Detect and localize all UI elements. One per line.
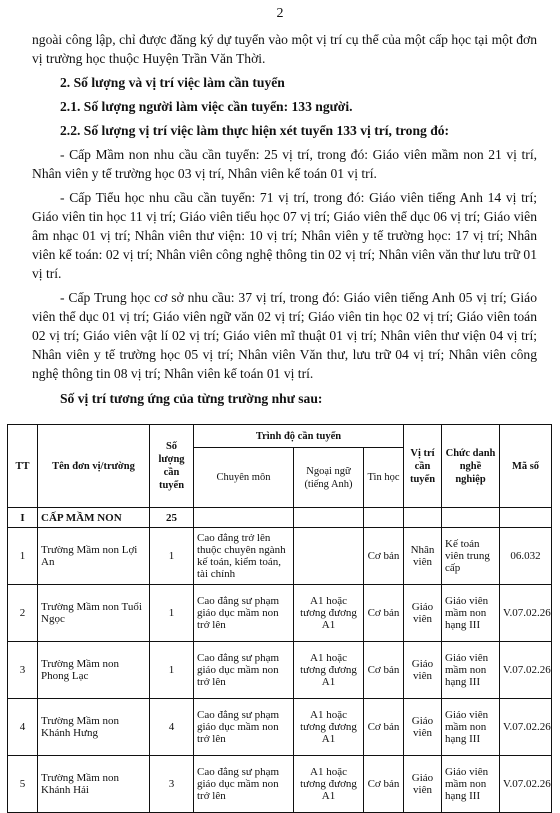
cell-tt: 3 [8, 642, 38, 699]
cell-it: Cơ bản [364, 699, 404, 756]
group-row [8, 508, 552, 528]
heading-2-1: 2.1. Số lượng người làm việc cần tuyển: 133 người. [60, 99, 353, 114]
cell-title: Giáo viên mầm non hạng III [442, 642, 500, 699]
cell-major: Cao đẳng sư phạm giáo dục mầm non trở lên [194, 585, 294, 642]
cell-qty: 1 [150, 528, 194, 585]
cell-qty: 3 [150, 756, 194, 813]
cell-unit: Trường Mầm non Khánh Hưng [38, 699, 150, 756]
cell-code: V.07.02.26 [500, 642, 552, 699]
table-row [8, 642, 552, 699]
header-tt: TT [8, 425, 38, 508]
cell-unit: Trường Mầm non Lợi An [38, 528, 150, 585]
cell-title: Kế toán viên trung cấp [442, 528, 500, 585]
cell-code: 06.032 [500, 528, 552, 585]
cell-qty: 1 [150, 642, 194, 699]
cell-position: Giáo viên [404, 756, 442, 813]
cell-unit: Trường Mầm non Khánh Hải [38, 756, 150, 813]
cell-code: V.07.02.26 [500, 699, 552, 756]
cell-lang [294, 528, 364, 585]
cell-it: Cơ bản [364, 642, 404, 699]
cell-title: Giáo viên mầm non hạng III [442, 756, 500, 813]
paragraph-thcs: - Cấp Trung học cơ sở nhu cầu: 37 vị trí, trong đó: Giáo viên tiếng Anh 05 vị trí; Giáo viên thể dục 01 vị trí; Giáo viên ngữ văn 02 vị trí; Giáo viên tin học 02 vị trí; Giáo viên toán 02 vị trí; Giáo viên vật lí 02 vị trí; Giáo viên mĩ thuật 01 vị trí; Nhân viên thư viện 04 vị trí; Nhân viên y tế trường học 05 vị trí; Nhân viên Văn thư, lưu trữ 04 vị trí; Nhân viên công nghệ thông tin 08 vị trí; Nhân viên kế toán 01 vị trí. [32, 290, 537, 381]
header-qty: Số lượng cần tuyển [150, 425, 194, 508]
cell-tt: 1 [8, 528, 38, 585]
page-number: 2 [276, 6, 284, 21]
paragraph-continuation: ngoài công lập, chỉ được đăng ký dự tuyển vào một vị trí cụ thể của một cấp học tại một đơn vị trường học thuộc Huyện Trần Văn Thời. [32, 32, 537, 66]
header-it: Tin học [364, 448, 404, 508]
paragraph-tieu-hoc: - Cấp Tiểu học nhu cầu cần tuyển: 71 vị trí, trong đó: Giáo viên tiếng Anh 14 vị trí; Giáo viên tin học 11 vị trí; Giáo viên tiểu học 07 vị trí; Giáo viên thể dục 06 vị trí; Giáo viên âm nhạc 01 vị trí; Nhân viên thư viện: 10 vị trí; Nhân viên y tế trường học: 17 vị trí; Nhân viên kế toán: 02 vị trí; Nhân viên công nghệ thông tin 02 vị trí; Nhân viên văn thư lưu trữ 01 vị trí. [32, 190, 537, 281]
table-row [8, 756, 552, 813]
cell-it: Cơ bản [364, 585, 404, 642]
paragraph-mam-non: - Cấp Mầm non nhu cầu cần tuyển: 25 vị trí, trong đó: Giáo viên mầm non 21 vị trí, Nhân viên y tế trường học 03 vị trí, Nhân viên kế toán 01 vị trí. [32, 147, 537, 181]
cell-it: Cơ bản [364, 528, 404, 585]
cell-code: V.07.02.26 [500, 756, 552, 813]
cell-code: V.07.02.26 [500, 585, 552, 642]
group-tt: I [8, 508, 38, 528]
cell-qty: 4 [150, 699, 194, 756]
cell-position: Nhân viên [404, 528, 442, 585]
table-row [8, 528, 552, 585]
cell-major: Cao đẳng sư phạm giáo dục mầm non trở lên [194, 756, 294, 813]
cell-tt: 4 [8, 699, 38, 756]
cell-unit: Trường Mầm non Tuổi Ngọc [38, 585, 150, 642]
recruitment-table [7, 424, 552, 813]
group-qty: 25 [150, 508, 194, 528]
cell-lang: A1 hoặc tương đương A1 [294, 699, 364, 756]
cell-title: Giáo viên mầm non hạng III [442, 699, 500, 756]
header-level: Trình độ cần tuyển [194, 425, 404, 448]
cell-lang: A1 hoặc tương đương A1 [294, 642, 364, 699]
header-unit: Tên đơn vị/trường [38, 425, 150, 508]
cell-qty: 1 [150, 585, 194, 642]
body-text [32, 30, 537, 413]
table-intro: Số vị trí tương ứng của từng trường như sau: [60, 391, 323, 406]
cell-position: Giáo viên [404, 699, 442, 756]
heading-2-2: 2.2. Số lượng vị trí việc làm thực hiện xét tuyển 133 vị trí, trong đó: [60, 123, 450, 138]
table-row [8, 699, 552, 756]
header-code: Mã số [500, 425, 552, 508]
cell-lang: A1 hoặc tương đương A1 [294, 756, 364, 813]
cell-tt: 2 [8, 585, 38, 642]
cell-major: Cao đẳng trở lên thuộc chuyên ngành kế toán, kiểm toán, tài chính [194, 528, 294, 585]
header-major: Chuyên môn [194, 448, 294, 508]
cell-major: Cao đẳng sư phạm giáo dục mầm non trở lên [194, 699, 294, 756]
cell-position: Giáo viên [404, 585, 442, 642]
header-title: Chức danh nghề nghiệp [442, 425, 500, 508]
group-name: CẤP MẦM NON [38, 508, 150, 528]
header-lang: Ngoại ngữ (tiếng Anh) [294, 448, 364, 508]
cell-title: Giáo viên mầm non hạng III [442, 585, 500, 642]
table-row [8, 585, 552, 642]
header-position: Vị trí cần tuyển [404, 425, 442, 508]
recruitment-table-wrapper [7, 424, 551, 813]
cell-major: Cao đẳng sư phạm giáo dục mầm non trở lên [194, 642, 294, 699]
cell-tt: 5 [8, 756, 38, 813]
cell-lang: A1 hoặc tương đương A1 [294, 585, 364, 642]
cell-position: Giáo viên [404, 642, 442, 699]
cell-it: Cơ bản [364, 756, 404, 813]
heading-section-2: 2. Số lượng và vị trí việc làm cần tuyển [60, 75, 285, 90]
cell-unit: Trường Mầm non Phong Lạc [38, 642, 150, 699]
